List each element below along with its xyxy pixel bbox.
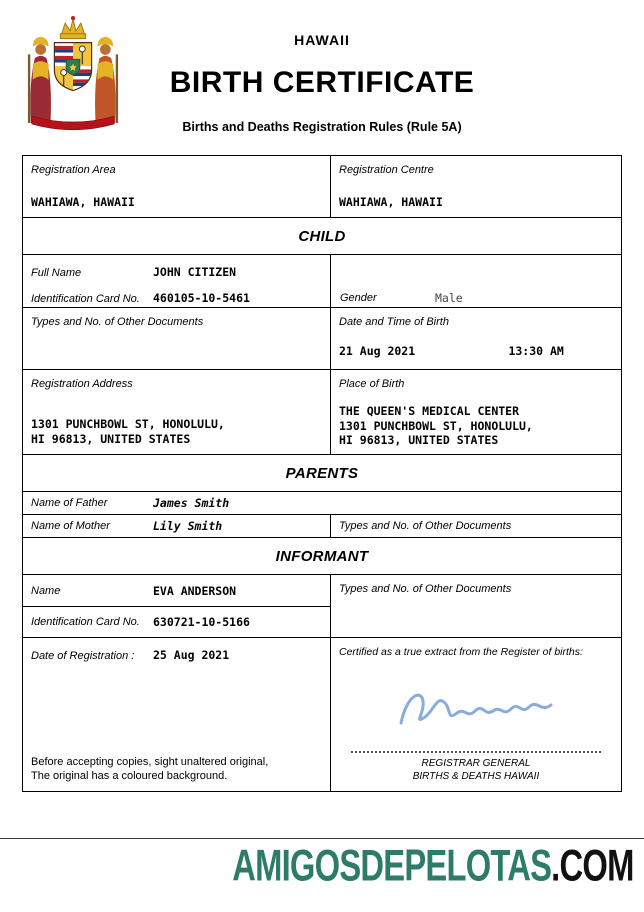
original-notice [23, 755, 322, 783]
signature-area [331, 666, 621, 751]
certification-cell [331, 638, 621, 791]
parents-other-docs-label: Types and No. of Other Documents [339, 520, 512, 532]
informant-id-label: Identification Card No. [31, 616, 140, 628]
country-title: HAWAII [294, 32, 350, 48]
left-warrior-figure [28, 37, 51, 123]
page-title: BIRTH CERTIFICATE [169, 66, 475, 99]
child-other-docs-cell [23, 308, 331, 369]
crown-icon [60, 16, 85, 39]
place-of-birth-line3: HI 96813, UNITED STATES [339, 433, 499, 447]
registration-date-label: Date of Registration : [31, 650, 135, 662]
registrar-signature-icon [391, 681, 561, 737]
child-section-title: CHILD [298, 227, 346, 245]
brand-tld: .COM [551, 840, 634, 891]
child-name-row [23, 255, 621, 308]
right-warrior-figure [95, 37, 118, 123]
child-id-label: Identification Card No. [31, 293, 140, 305]
address-row [23, 370, 621, 455]
certified-extract-label: Certified as a true extract from the Register of births: [339, 646, 583, 658]
mother-name-value: Lily Smith [153, 519, 223, 533]
certificate-table [22, 155, 622, 792]
certification-row [23, 638, 621, 791]
registration-address-cell [23, 370, 331, 454]
registration-area-cell [23, 156, 331, 217]
registrar-title [331, 757, 621, 791]
mother-cell [23, 515, 331, 537]
registration-area-value: WAHIAWA, HAWAII [31, 195, 135, 209]
birth-time-value: 13:30 AM [508, 344, 564, 358]
registrar-line1: REGISTRAR GENERAL [421, 758, 531, 769]
registration-centre-label: Registration Centre [339, 164, 434, 176]
parents-section-title: PARENTS [285, 464, 359, 482]
document-subtitle: Births and Deaths Registration Rules (Rule 5A) [182, 120, 462, 134]
full-name-value: JOHN CITIZEN [153, 265, 237, 279]
gender-value: Male [435, 291, 463, 305]
informant-row [23, 575, 621, 638]
birth-datetime-cell [331, 308, 621, 369]
registration-centre-cell [331, 156, 621, 217]
gender-label: Gender [340, 292, 377, 304]
informant-name-subrow [23, 575, 330, 607]
registrar-line2: BIRTHS & DEATHS HAWAII [412, 771, 540, 782]
child-docs-row [23, 308, 621, 370]
place-of-birth-label: Place of Birth [339, 378, 405, 390]
brand-name: AMIGOSDEPELOTAS [232, 840, 552, 891]
registration-address-value [31, 417, 322, 446]
place-of-birth-cell [331, 370, 621, 454]
notice-line2: The original has a coloured background. [31, 770, 228, 782]
gender-cell [331, 255, 621, 307]
informant-other-docs-label: Types and No. of Other Documents [339, 583, 512, 595]
informant-id-value: 630721-10-5166 [153, 615, 250, 629]
child-id-value: 460105-10-5461 [153, 291, 250, 305]
child-other-docs-label: Types and No. of Other Documents [31, 316, 204, 328]
registration-address-line2: HI 96813, UNITED STATES [31, 431, 191, 446]
informant-name-value: EVA ANDERSON [153, 583, 237, 598]
footer-divider [0, 838, 644, 839]
registration-address-label: Registration Address [31, 378, 133, 390]
informant-other-docs-cell [331, 575, 621, 637]
father-name-value: James Smith [153, 496, 230, 510]
child-name-cell [23, 255, 331, 307]
registration-centre-value: WAHIAWA, HAWAII [339, 195, 443, 209]
informant-name-label: Name [31, 584, 61, 597]
notice-line1: Before accepting copies, sight unaltered original, [31, 756, 269, 768]
signature-dotted-line [351, 751, 600, 753]
birth-date-value: 21 Aug 2021 [339, 344, 416, 358]
birth-datetime-label: Date and Time of Birth [339, 316, 449, 328]
father-row [23, 492, 621, 515]
coat-of-arms-icon [24, 12, 122, 132]
registration-row [23, 156, 621, 218]
informant-left-cell [23, 575, 331, 637]
parents-section-header [23, 455, 621, 492]
place-of-birth-value [339, 404, 613, 448]
father-label: Name of Father [31, 497, 108, 509]
place-of-birth-line1: THE QUEEN'S MEDICAL CENTER [339, 404, 520, 418]
mother-label: Name of Mother [31, 520, 110, 532]
hawaii-coat-of-arms [24, 12, 122, 132]
parents-other-docs-cell [331, 515, 621, 537]
registration-area-label: Registration Area [31, 164, 116, 176]
mother-row [23, 515, 621, 538]
registration-address-line1: 1301 PUNCHBOWL ST, HONOLULU, [31, 417, 225, 431]
registration-date-cell [23, 638, 331, 791]
full-name-label: Full Name [31, 267, 82, 279]
child-section-header [23, 218, 621, 255]
informant-section-header [23, 538, 621, 575]
registration-date-value: 25 Aug 2021 [153, 648, 230, 662]
brand-logo [233, 841, 634, 891]
informant-section-title: INFORMANT [275, 547, 369, 565]
informant-id-subrow [23, 607, 330, 637]
place-of-birth-line2: 1301 PUNCHBOWL ST, HONOLULU, [339, 418, 533, 433]
father-cell [23, 492, 621, 514]
